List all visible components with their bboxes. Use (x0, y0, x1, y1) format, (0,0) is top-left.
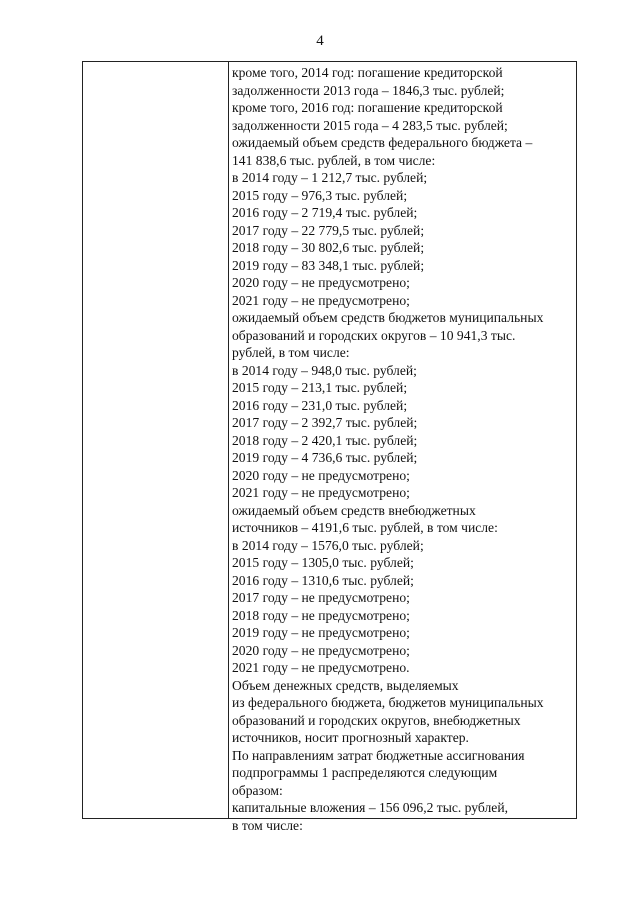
text-line: 2016 году – 1310,6 тыс. рублей; (232, 572, 414, 588)
text-line: 2017 году – 2 392,7 тыс. рублей; (232, 415, 418, 430)
text-line: 2017 году – 22 779,5 тыс. рублей; (232, 222, 425, 238)
table-left-cell (83, 62, 228, 818)
text-line: в 2014 году – 1 212,7 тыс. рублей; (232, 170, 428, 185)
text-line: 2021 году – не предусмотрено. (232, 660, 410, 675)
text-line: 2016 году – 231,0 тыс. рублей; (232, 397, 408, 413)
text-line: 2021 году – не предусмотрено; (232, 485, 410, 500)
document-table (82, 61, 577, 833)
text-line: 2020 году – не предусмотрено; (232, 642, 410, 658)
text-line: 2018 году – 30 802,6 тыс. рублей; (232, 240, 425, 255)
text-line: в 2014 году – 1576,0 тыс. рублей; (232, 537, 424, 553)
text-line: источников, носит прогнозный характер. (232, 730, 469, 745)
text-line: 2020 году – не предусмотрено; (232, 467, 410, 483)
text-line: 2019 году – 4 736,6 тыс. рублей; (232, 450, 418, 465)
text-line: Объем денежных средств, выделяемых (232, 677, 459, 693)
page-number: 4 (316, 33, 324, 49)
text-line: образом: (232, 782, 283, 798)
text-line: 2016 году – 2 719,4 тыс. рублей; (232, 205, 418, 220)
text-line: 2019 году – не предусмотрено; (232, 625, 410, 640)
text-line: образований и городских округов, внебюджетных (232, 712, 521, 728)
text-line: 2015 году – 213,1 тыс. рублей; (232, 380, 408, 395)
text-line: из федерального бюджета, бюджетов муниципальных (232, 695, 544, 710)
text-line: образований и городских округов – 10 941,3 тыс. (232, 327, 516, 343)
text-line: капитальные вложения – 156 096,2 тыс. рублей, (232, 800, 508, 815)
text-line: рублей, в том числе: (232, 345, 350, 360)
text-line: 2015 году – 976,3 тыс. рублей; (232, 187, 408, 203)
text-line: 2021 году – не предусмотрено; (232, 292, 410, 308)
text-line: ожидаемый объем средств бюджетов муниципальных (232, 310, 544, 325)
text-line: кроме того, 2016 год: погашение кредиторской (232, 100, 503, 115)
text-line: По направлениям затрат бюджетные ассигнования (232, 747, 525, 763)
text-line: 2018 году – 2 420,1 тыс. рублей; (232, 432, 418, 448)
text-line: 2017 году – не предусмотрено; (232, 590, 410, 605)
table-right-cell (232, 64, 576, 834)
text-line: 2020 году – не предусмотрено; (232, 275, 410, 290)
text-line: 2018 году – не предусмотрено; (232, 607, 410, 623)
text-line: подпрограммы 1 распределяются следующим (232, 765, 498, 780)
text-line: ожидаемый объем средств внебюджетных (232, 502, 476, 518)
text-line: источников – 4191,6 тыс. рублей, в том числе: (232, 520, 498, 535)
text-line: 2019 году – 83 348,1 тыс. рублей; (232, 257, 425, 273)
text-line: в 2014 году – 948,0 тыс. рублей; (232, 362, 417, 378)
text-line: ожидаемый объем средств федерального бюджета – (232, 135, 533, 150)
text-line: в том числе: (232, 817, 303, 833)
text-line: кроме того, 2014 год: погашение кредиторской (232, 65, 503, 80)
column-divider (228, 62, 229, 818)
text-line: 141 838,6 тыс. рублей, в том числе: (232, 152, 436, 168)
text-line: 2015 году – 1305,0 тыс. рублей; (232, 555, 414, 570)
text-line: задолженности 2013 года – 1846,3 тыс. рублей; (232, 82, 505, 98)
text-line: задолженности 2015 года – 4 283,5 тыс. рублей; (232, 117, 508, 133)
